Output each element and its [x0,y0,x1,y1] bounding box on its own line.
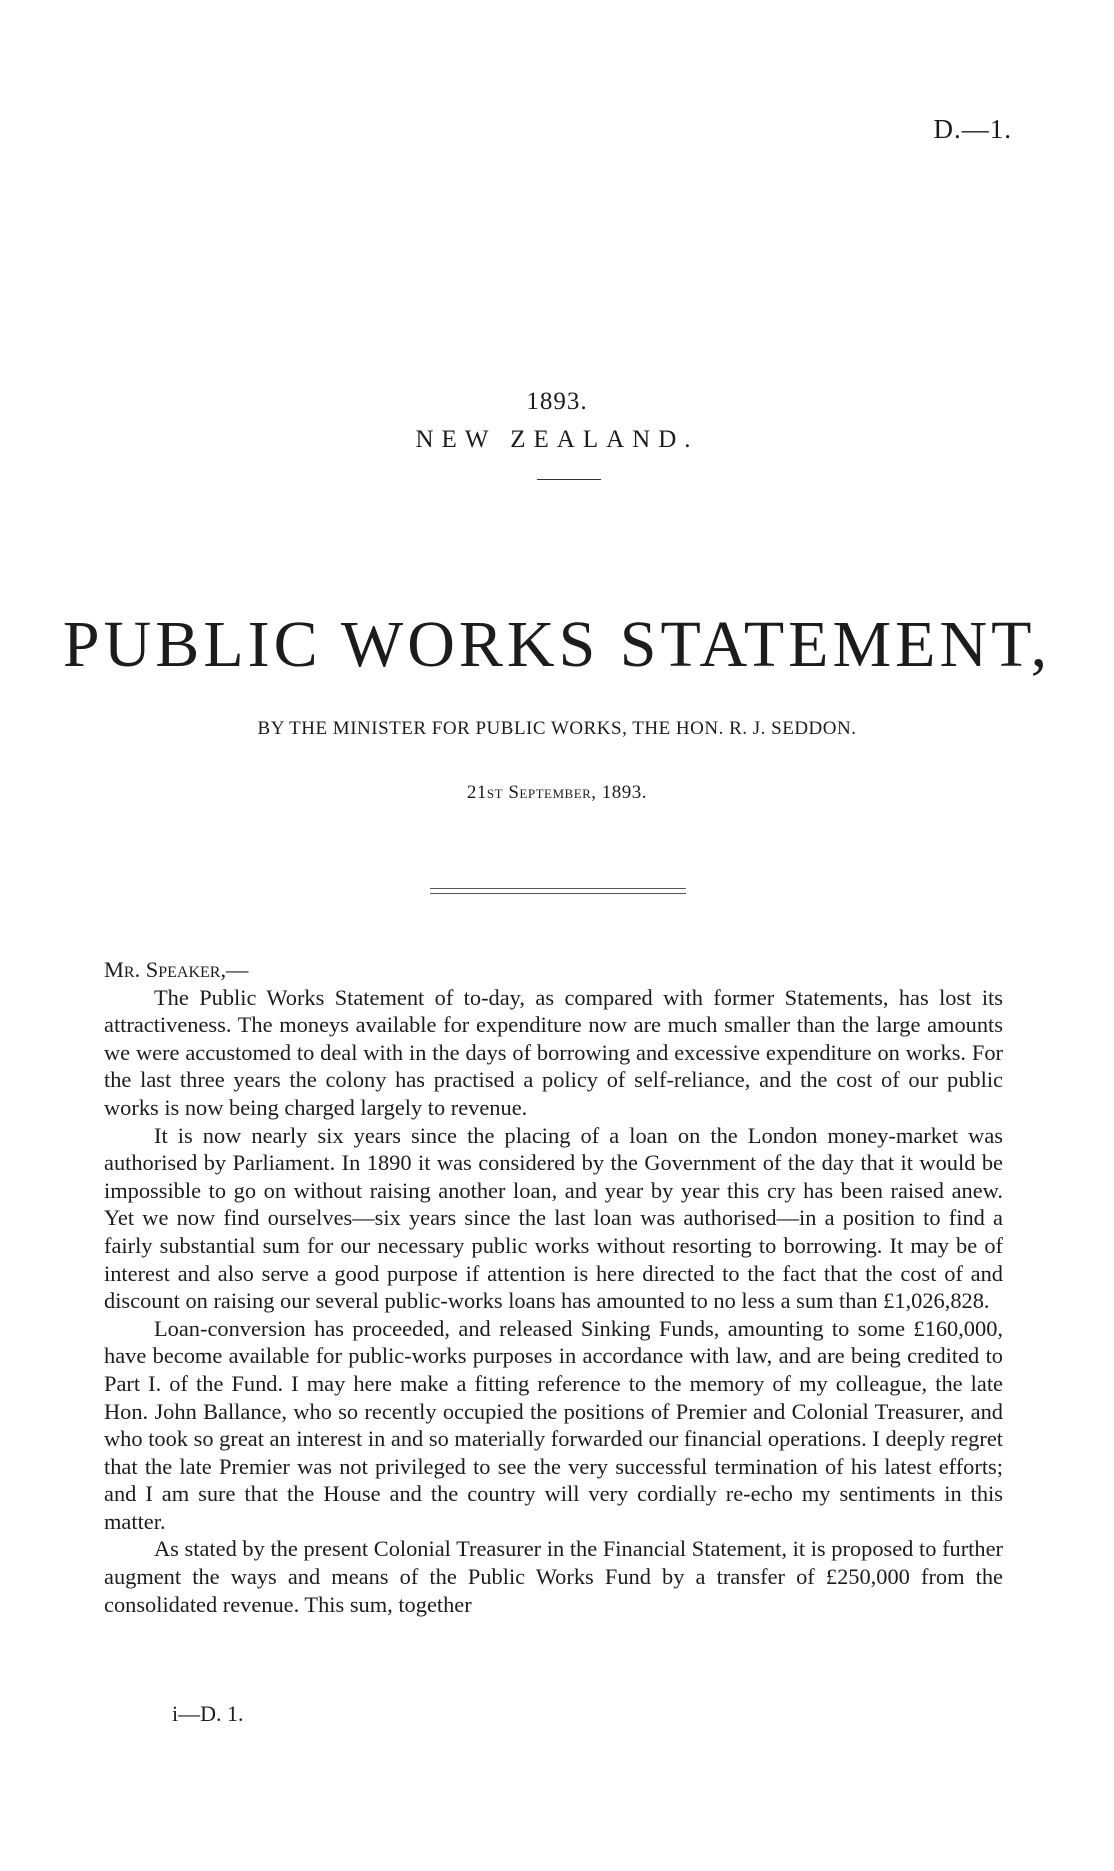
paragraph-3: Loan-conversion has proceeded, and released Sinking Funds, amounting to some £160,000, have become available for public-works purposes in accordance with law, and are being credited to Part I. of the Fund. I may here make a fitting reference to the memory of my colleague, the late Hon. John Ballance, who so recently occupied the positions of Premier and Colonial Treasurer, and who took so great an interest in and so materially forwarded our financial operations. I deeply regret that the late Premier was not privileged to see the very successful termination of his latest efforts; and I am sure that the House and the country will very cordially re-echo my sentiments in this matter. [104,1315,1003,1534]
page-reference: D.—1. [933,114,1012,144]
paragraph-2: It is now nearly six years since the placing of a loan on the London money-market was authorised by Parliament. In 1890 it was considered by the Government of the day that it would be impossible to go on without raising another loan, and year by year this cry has been raised anew. Yet we now find ourselves—six years since the last loan was authorised—in a position to find a fairly substantial sum for our necessary public works without resorting to borrowing. It may be of interest and also serve a good purpose if attention is here directed to the fact that the cost of and discount on raising our several public-works loans has amounted to no less a sum than £1,026,828. [104,1122,1003,1314]
paragraph-4: As stated by the present Colonial Treasurer in the Financial Statement, it is proposed to further augment the ways and means of the Public Works Fund by a transfer of £250,000 from the consolidated revenue. This sum, together [104,1536,1003,1617]
statement-date: 21st September, 1893. [466,782,648,803]
paragraph-1: The Public Works Statement of to-day, as compared with former Statements, has lost its attractiveness. The moneys available for expenditure now are much smaller than the large amounts we were accustomed to deal with in the days of borrowing and excessive expenditure on works. For the last three years the colony has practised a policy of self-reliance, and the cost of our public works is now being charged largely to revenue. [104,984,1003,1120]
statement-body [104,956,1003,1618]
country-heading: NEW ZEALAND. [415,426,699,453]
salutation: Mr. Speaker,— [104,957,249,982]
page-signature: i—D. 1. [172,1701,244,1726]
page-title: PUBLIC WORKS STATEMENT, [62,608,1052,681]
document-year: 1893. [526,388,588,415]
short-divider-rule [537,479,601,480]
double-divider-rule [430,888,686,894]
byline: BY THE MINISTER FOR PUBLIC WORKS, THE HON. R. J. SEDDON. [257,718,857,739]
